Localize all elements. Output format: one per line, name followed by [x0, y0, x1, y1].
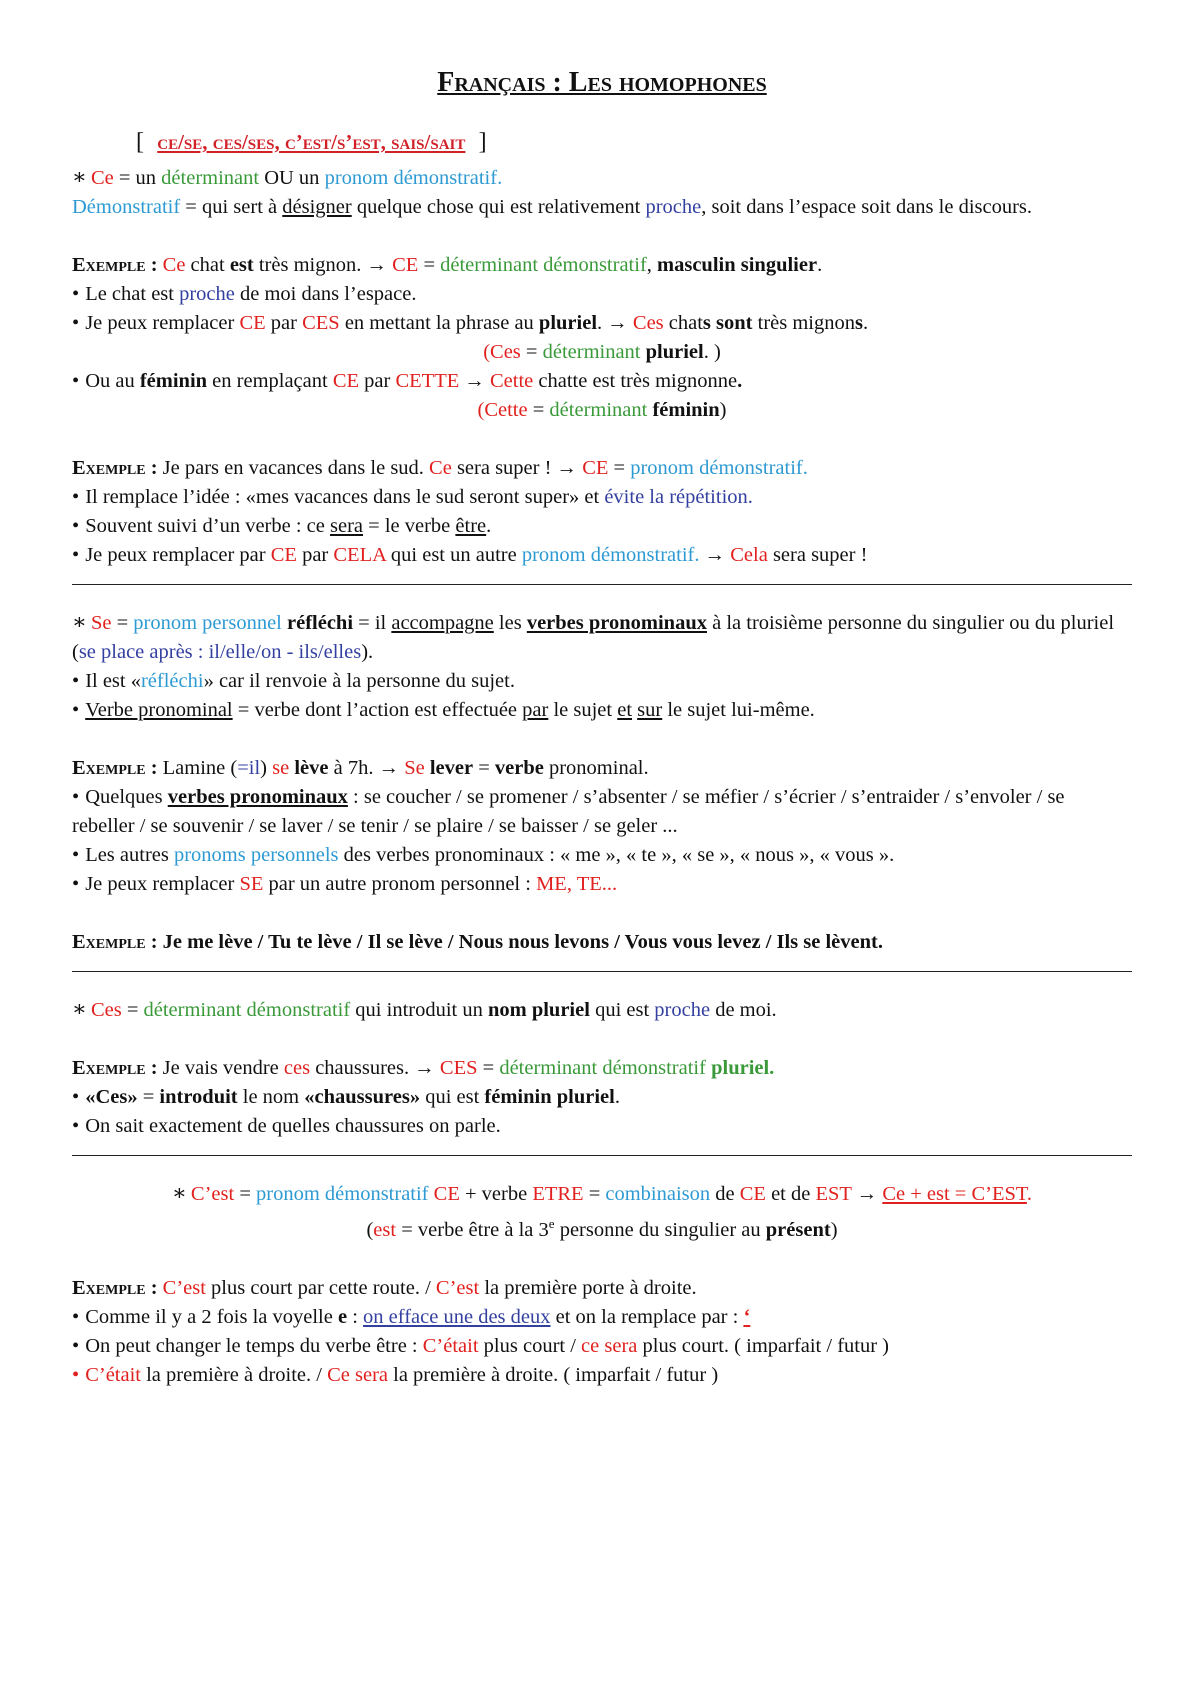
bullet-icon: •	[72, 515, 80, 537]
section-ce	[72, 162, 1132, 570]
list-item: • Verbe pronominal = verbe dont l’action est effectuée par le sujet et sur le sujet lui-même.	[72, 699, 815, 721]
list-item: • Les autres pronoms personnels des verbes pronominaux : « me », « te », « se », « nous », « vous ».	[72, 844, 895, 866]
section-divider	[72, 584, 1132, 585]
list-item: • Le chat est proche de moi dans l’espace.	[72, 283, 417, 305]
example-label: Exemple :	[72, 254, 158, 276]
bullet-icon: •	[72, 1363, 80, 1386]
list-item: • On peut changer le temps du verbe être : C’était plus court / ce sera plus court. ( imparfait / futur )	[72, 1334, 890, 1357]
homophone-codes: ce/se, ces/ses, c’est/s’est, sais/sait	[157, 130, 466, 154]
example-label: Exemple :	[72, 1057, 158, 1079]
close-bracket: ]	[478, 129, 487, 155]
asterisk-icon: ∗	[72, 164, 87, 189]
bullet-icon: •	[72, 873, 80, 895]
ce-example-2: Exemple : Je pars en vacances dans le sud. Ce sera super ! → CE = pronom démonstratif.	[72, 457, 808, 479]
asterisk-icon: ∗	[72, 996, 87, 1021]
arrow-icon: →	[366, 254, 387, 276]
bullet-icon: •	[72, 670, 80, 692]
demonstratif-definition: Démonstratif = qui sert à désigner quelque chose qui est relativement proche, soit dans l’espace soit dans le discours.	[72, 196, 1033, 218]
homophone-list	[136, 128, 1132, 162]
bullet-icon: •	[72, 699, 80, 721]
open-bracket: [	[136, 129, 144, 155]
list-item: • Il remplace l’idée : «mes vacances dans le sud seront super» et évite la répétition.	[72, 486, 753, 508]
cest-definition: ∗ C’est = pronom démonstratif CE + verbe ETRE = combinaison de CE et de EST → Ce + est = C’EST.	[171, 1180, 1033, 1205]
bullet-icon: •	[72, 1305, 80, 1328]
se-example-2: Exemple : Je me lève / Tu te lève / Il se lève / Nous nous levons / Vous vous levez / Ils se lèvent.	[72, 931, 883, 953]
section-cest	[72, 1178, 1132, 1390]
bullet-icon: •	[72, 1115, 80, 1137]
cest-note: (est = verbe être à la 3e personne du singulier au présent)	[366, 1216, 838, 1241]
list-item: • On sait exactement de quelles chaussures on parle.	[72, 1115, 501, 1137]
section-divider	[72, 971, 1132, 972]
list-item: • Quelques verbes pronominaux : se coucher / se promener / s’absenter / se méfier / s’écrier / s’entraider / s’envoler / se rebeller / se souvenir / se laver / se tenir / se plaire / se baisser / se geler ...	[72, 786, 1065, 837]
ce-example-1: Exemple : Ce chat est très mignon. → CE = déterminant démonstratif, masculin singulier.	[72, 254, 823, 276]
bullet-icon: •	[72, 283, 80, 305]
list-item: • Comme il y a 2 fois la voyelle e : on efface une des deux et on la remplace par : ‘	[72, 1305, 751, 1328]
list-item-note: (Ces = déterminant pluriel. )	[483, 341, 721, 363]
list-item: • Il est «réfléchi» car il renvoie à la personne du sujet.	[72, 670, 515, 692]
asterisk-icon: ∗	[171, 1180, 187, 1205]
bullet-icon: •	[72, 786, 80, 808]
list-item-note: (Cette = déterminant féminin)	[477, 399, 727, 421]
bullet-icon: •	[72, 1334, 80, 1357]
bullet-icon: •	[72, 312, 80, 334]
se-definition: ∗ Se = pronom personnel réfléchi = il accompagne les verbes pronominaux à la troisième personne du singulier ou du pluriel (se place après : il/elle/on - ils/elles).	[72, 609, 1115, 663]
example-label: Exemple :	[72, 1276, 158, 1299]
section-ces	[72, 994, 1132, 1141]
section-se	[72, 607, 1132, 957]
list-item: • C’était la première à droite. / Ce sera la première à droite. ( imparfait / futur )	[72, 1363, 719, 1386]
ces-definition: ∗ Ces = déterminant démonstratif qui introduit un nom pluriel qui est proche de moi.	[72, 996, 777, 1021]
list-item: • Je peux remplacer SE par un autre pronom personnel : ME, TE...	[72, 873, 618, 895]
cest-example-1: Exemple : C’est plus court par cette route. / C’est la première porte à droite.	[72, 1276, 697, 1299]
list-item: • Je peux remplacer CE par CES en mettant la phrase au pluriel. → Ces chats sont très mignons.	[72, 312, 869, 334]
example-label: Exemple :	[72, 931, 158, 953]
bullet-icon: •	[72, 544, 80, 566]
se-example-1: Exemple : Lamine (=il) se lève à 7h. → Se lever = verbe pronominal.	[72, 757, 649, 779]
bullet-icon: •	[72, 1086, 80, 1108]
ces-example-1: Exemple : Je vais vendre ces chaussures. → CES = déterminant démonstratif pluriel.	[72, 1057, 775, 1079]
asterisk-icon: ∗	[72, 609, 87, 634]
ce-definition: ∗ Ce = un déterminant OU un pronom démonstratif.	[72, 164, 503, 189]
example-label: Exemple :	[72, 457, 158, 479]
list-item: • «Ces» = introduit le nom «chaussures» qui est féminin pluriel.	[72, 1086, 620, 1108]
list-item: • Souvent suivi d’un verbe : ce sera = le verbe être.	[72, 515, 492, 537]
document-page	[72, 60, 1132, 1390]
bullet-icon: •	[72, 486, 80, 508]
bullet-icon: •	[72, 844, 80, 866]
page-title: Français : Les homophones	[437, 67, 767, 98]
section-divider	[72, 1155, 1132, 1156]
example-label: Exemple :	[72, 757, 158, 779]
list-item: • Je peux remplacer par CE par CELA qui est un autre pronom démonstratif. → Cela sera super !	[72, 544, 868, 566]
bullet-icon: •	[72, 370, 80, 392]
list-item: • Ou au féminin en remplaçant CE par CETTE → Cette chatte est très mignonne.	[72, 370, 743, 392]
